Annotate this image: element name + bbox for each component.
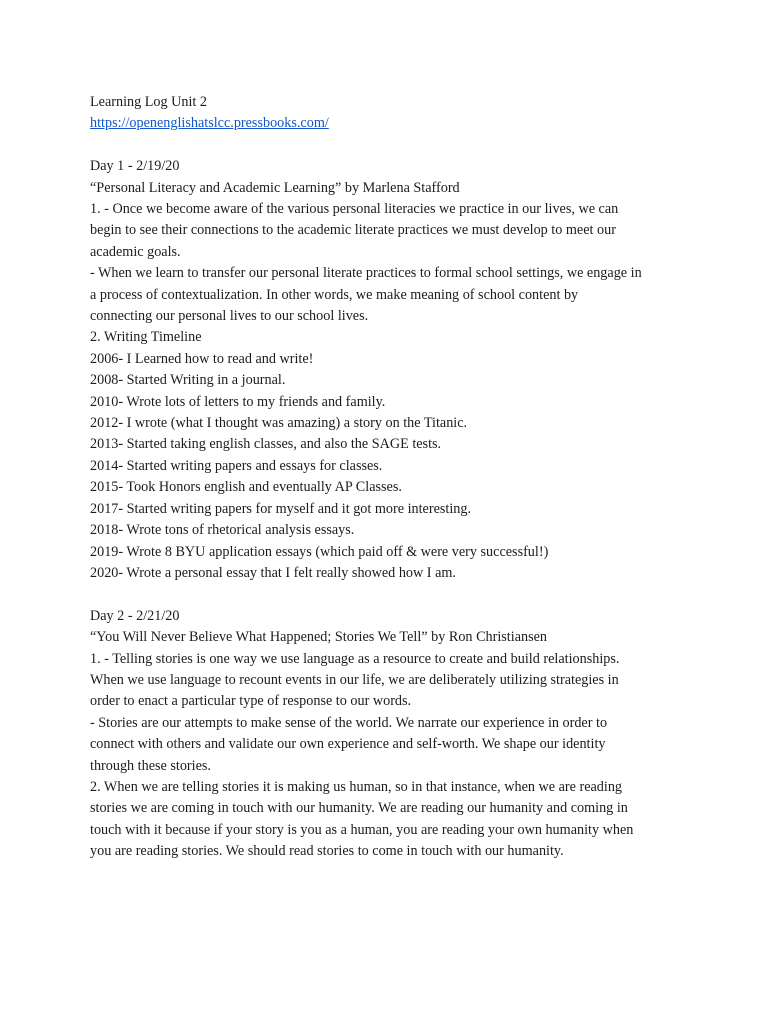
day-1-line: begin to see their connections to the academic literate practices we must develop to meet our — [90, 222, 616, 239]
timeline-entry: 2019- Wrote 8 BYU application essays (which paid off & were very successful!) — [90, 543, 549, 560]
day-2-heading: Day 2 - 2/21/20 — [90, 607, 180, 624]
day-1-line: - When we learn to transfer our personal literate practices to formal school settings, we engage in — [90, 265, 642, 282]
document-body — [90, 92, 690, 863]
timeline-entry: 2018- Wrote tons of rhetorical analysis essays. — [90, 522, 355, 539]
timeline-entry: 2017- Started writing papers for myself and it got more interesting. — [90, 500, 472, 517]
timeline-entry: 2010- Wrote lots of letters to my friends and family. — [90, 393, 386, 410]
day-1-source: “Personal Literacy and Academic Learning” by Marlena Stafford — [90, 179, 460, 196]
day-1-line: 1. - Once we become aware of the various personal literacies we practice in our lives, we can — [90, 201, 619, 218]
writing-timeline-heading: 2. Writing Timeline — [90, 329, 202, 346]
timeline-entry: 2015- Took Honors english and eventually AP Classes. — [90, 479, 402, 496]
day-2-line: order to enact a particular type of response to our words. — [90, 693, 412, 710]
timeline-entry: 2020- Wrote a personal essay that I felt really showed how I am. — [90, 564, 456, 581]
day-2-line: 2. When we are telling stories it is making us human, so in that instance, when we are reading — [90, 778, 623, 795]
day-2-line: When we use language to recount events in our life, we are deliberately utilizing strategies in — [90, 671, 619, 688]
day-1-line: connecting our personal lives to our school lives. — [90, 308, 369, 325]
day-2-line: 1. - Telling stories is one way we use language as a resource to create and build relationships. — [90, 650, 620, 667]
spacer — [90, 135, 690, 156]
day-1-line: a process of contextualization. In other words, we make meaning of school content by — [90, 286, 579, 303]
timeline-entry: 2006- I Learned how to read and write! — [90, 350, 314, 367]
timeline-entry: 2013- Started taking english classes, and also the SAGE tests. — [90, 436, 442, 453]
day-1-heading: Day 1 - 2/19/20 — [90, 158, 180, 175]
timeline-entry: 2014- Started writing papers and essays for classes. — [90, 457, 383, 474]
day-2-line: connect with others and validate our own experience and self-worth. We shape our identity — [90, 736, 606, 753]
day-1-section — [90, 156, 690, 584]
day-2-line: - Stories are our attempts to make sense of the world. We narrate our experience in order to — [90, 714, 608, 731]
document-title: Learning Log Unit 2 — [90, 94, 208, 110]
spacer — [90, 584, 690, 605]
day-1-line: academic goals. — [90, 243, 181, 260]
day-2-line: touch with it because if your story is you as a human, you are reading your own humanity when — [90, 821, 634, 838]
day-2-section — [90, 606, 690, 863]
day-2-source: “You Will Never Believe What Happened; Stories We Tell” by Ron Christiansen — [90, 629, 547, 646]
day-2-line: stories we are coming in touch with our humanity. We are reading our humanity and coming in — [90, 800, 628, 817]
day-2-line: you are reading stories. We should read stories to come in touch with our humanity. — [90, 843, 564, 860]
timeline-entry: 2008- Started Writing in a journal. — [90, 372, 286, 389]
pressbooks-link[interactable]: https://openenglishatslcc.pressbooks.com/ — [90, 115, 329, 132]
day-2-line: through these stories. — [90, 757, 211, 774]
timeline-entry: 2012- I wrote (what I thought was amazing) a story on the Titanic. — [90, 415, 468, 432]
